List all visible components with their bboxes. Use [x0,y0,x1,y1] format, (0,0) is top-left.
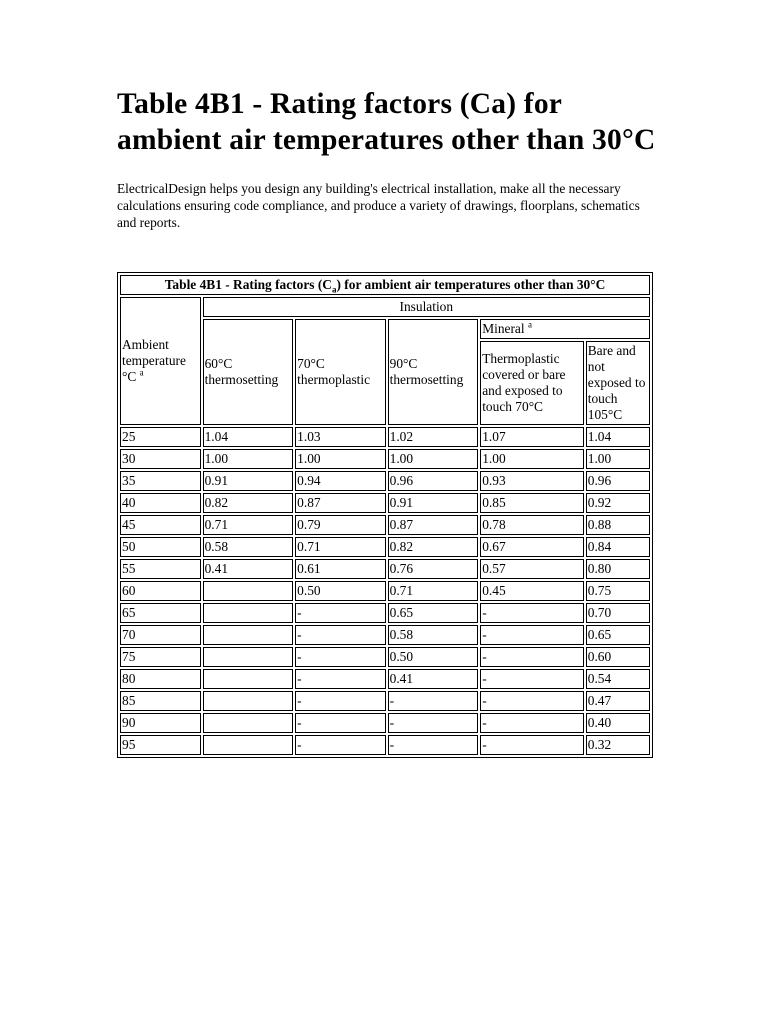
cell-mineral-bare: 0.40 [586,713,650,733]
table-row [120,493,650,513]
cell-70c: 0.61 [295,559,385,579]
cell-90c: 0.87 [388,515,479,535]
cell-60c [203,647,294,667]
cell-70c: 1.00 [295,449,385,469]
mineral-header [480,319,650,339]
cell-60c [203,603,294,623]
table-row [120,669,650,689]
cell-60c [203,713,294,733]
table-caption-pre: Table 4B1 - Rating factors (C [164,277,332,292]
cell-90c: 0.71 [388,581,479,601]
cell-mineral-bare: 0.60 [586,647,650,667]
cell-temperature: 45 [120,515,201,535]
cell-60c [203,735,294,755]
cell-60c: 1.04 [203,427,294,447]
cell-mineral-bare: 0.88 [586,515,650,535]
cell-temperature: 70 [120,625,201,645]
table-row [120,603,650,623]
cell-temperature: 85 [120,691,201,711]
table-row [120,647,650,667]
cell-70c: - [295,713,385,733]
cell-temperature: 65 [120,603,201,623]
cell-mineral-thermoplastic: 1.00 [480,449,584,469]
cell-mineral-thermoplastic: - [480,647,584,667]
cell-mineral-thermoplastic: 1.07 [480,427,584,447]
cell-70c: 0.94 [295,471,385,491]
cell-temperature: 30 [120,449,201,469]
table-row [120,559,650,579]
cell-90c: 0.76 [388,559,479,579]
mineral-label: Mineral [482,321,525,336]
cell-60c: 0.82 [203,493,294,513]
cell-mineral-bare: 1.00 [586,449,650,469]
cell-70c: - [295,603,385,623]
cell-90c: - [388,735,479,755]
cell-60c: 1.00 [203,449,294,469]
ambient-temperature-label: Ambient temperature °C [122,337,186,384]
mineral-note: a [527,319,532,330]
page-title: Table 4B1 - Rating factors (Ca) for ambient air temperatures other than 30°C [117,88,656,156]
cell-mineral-thermoplastic: 0.78 [480,515,584,535]
cell-temperature: 55 [120,559,201,579]
cell-mineral-bare: 0.75 [586,581,650,601]
cell-90c: 0.41 [388,669,479,689]
cell-70c: 0.79 [295,515,385,535]
ambient-note: a [139,367,144,378]
cell-temperature: 60 [120,581,201,601]
cell-mineral-thermoplastic: - [480,625,584,645]
col-header-70c: 70°C thermoplastic [295,319,385,425]
table-row [120,735,650,755]
cell-temperature: 35 [120,471,201,491]
table-row [120,427,650,447]
cell-mineral-thermoplastic: 0.57 [480,559,584,579]
insulation-header: Insulation [203,297,650,317]
table-caption [120,275,650,295]
cell-mineral-bare: 0.32 [586,735,650,755]
cell-90c: 0.65 [388,603,479,623]
insulation-header-row [120,297,650,317]
intro-paragraph: ElectricalDesign helps you design any building's electrical installation, make all the necessary calculations ensuring code compliance, and produce a variety of drawings, floorplans, schematics and reports. [117,181,640,230]
col-header-90c: 90°C thermosetting [388,319,479,425]
rating-factors-table-wrapper [117,272,653,758]
cell-70c: 0.50 [295,581,385,601]
cell-70c: - [295,647,385,667]
document-page [117,86,657,752]
cell-temperature: 95 [120,735,201,755]
cell-mineral-thermoplastic: 0.67 [480,537,584,557]
cell-60c [203,625,294,645]
cell-mineral-thermoplastic: - [480,669,584,689]
col-header-mineral-bare: Bare and not exposed to touch 105°C [586,341,650,425]
table-row [120,691,650,711]
table-caption-sub: a [331,284,337,295]
cell-temperature: 75 [120,647,201,667]
cell-90c: 0.82 [388,537,479,557]
cell-mineral-bare: 0.84 [586,537,650,557]
cell-60c [203,691,294,711]
cell-60c [203,669,294,689]
cell-90c: 1.02 [388,427,479,447]
cell-90c: 1.00 [388,449,479,469]
table-row [120,471,650,491]
cell-mineral-thermoplastic: - [480,735,584,755]
cell-90c: 0.91 [388,493,479,513]
cell-mineral-bare: 0.80 [586,559,650,579]
cell-mineral-thermoplastic: - [480,713,584,733]
cell-temperature: 80 [120,669,201,689]
cell-mineral-thermoplastic: 0.45 [480,581,584,601]
table-row [120,537,650,557]
cell-temperature: 25 [120,427,201,447]
table-body [120,427,650,755]
cell-70c: - [295,735,385,755]
rating-factors-table [117,272,653,758]
ambient-temperature-header [120,297,201,425]
cell-mineral-thermoplastic: 0.85 [480,493,584,513]
cell-70c: 0.71 [295,537,385,557]
table-row [120,515,650,535]
cell-mineral-thermoplastic: - [480,603,584,623]
cell-70c: 0.87 [295,493,385,513]
cell-90c: 0.58 [388,625,479,645]
table-row [120,713,650,733]
cell-mineral-thermoplastic: - [480,691,584,711]
cell-70c: - [295,625,385,645]
cell-90c: 0.50 [388,647,479,667]
col-header-mineral-thermoplastic: Thermoplastic covered or bare and exposed to touch 70°C [480,341,584,425]
cell-90c: - [388,713,479,733]
cell-mineral-bare: 0.96 [586,471,650,491]
cell-70c: 1.03 [295,427,385,447]
cell-mineral-bare: 0.92 [586,493,650,513]
cell-60c: 0.58 [203,537,294,557]
table-caption-post: ) for ambient air temperatures other than 30°C [336,277,606,292]
cell-70c: - [295,691,385,711]
cell-temperature: 40 [120,493,201,513]
cell-90c: - [388,691,479,711]
cell-60c: 0.91 [203,471,294,491]
cell-mineral-thermoplastic: 0.93 [480,471,584,491]
cell-temperature: 90 [120,713,201,733]
table-row [120,625,650,645]
table-caption-row [120,275,650,295]
cell-mineral-bare: 0.47 [586,691,650,711]
cell-60c [203,581,294,601]
table-row [120,581,650,601]
col-header-60c: 60°C thermosetting [203,319,294,425]
cell-60c: 0.41 [203,559,294,579]
cell-mineral-bare: 0.70 [586,603,650,623]
cell-90c: 0.96 [388,471,479,491]
cell-temperature: 50 [120,537,201,557]
cell-60c: 0.71 [203,515,294,535]
cell-mineral-bare: 1.04 [586,427,650,447]
table-row [120,449,650,469]
cell-mineral-bare: 0.54 [586,669,650,689]
cell-70c: - [295,669,385,689]
cell-mineral-bare: 0.65 [586,625,650,645]
